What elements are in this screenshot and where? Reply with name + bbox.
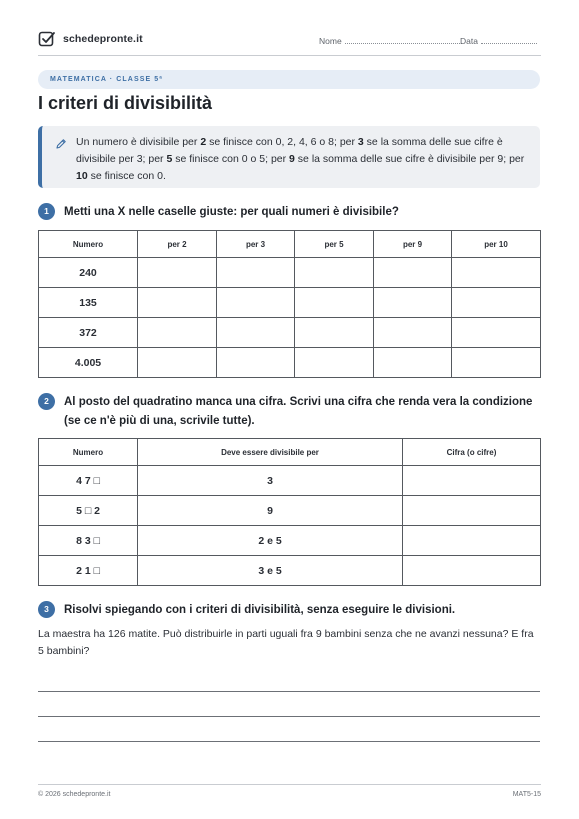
column-header: Numero (39, 231, 138, 258)
answer-cell[interactable] (403, 496, 541, 526)
worksheet-code: MAT5-15 (512, 791, 541, 798)
checkbox-document-icon (38, 30, 56, 48)
table-header-row (39, 439, 541, 466)
answer-cell[interactable] (403, 526, 541, 556)
answer-cell[interactable] (452, 258, 541, 288)
table-row (39, 258, 541, 288)
exercise-1-heading (38, 203, 399, 222)
name-line[interactable] (345, 38, 462, 44)
site-logo (38, 30, 143, 48)
exercise-number-badge: 1 (38, 203, 55, 220)
answer-cell[interactable] (138, 288, 217, 318)
divisibility-table (38, 230, 541, 378)
column-header: per 3 (217, 231, 295, 258)
answer-cell[interactable] (452, 288, 541, 318)
exercise-text: Al posto del quadratino manca una cifra. Scrivi una cifra che renda vera la condizione (se ce n'è più di una, scrivile tutte). (64, 396, 533, 427)
table-row (39, 466, 541, 496)
name-field[interactable] (319, 36, 462, 46)
column-header: per 5 (295, 231, 374, 258)
answer-cell[interactable] (374, 288, 452, 318)
answer-cell[interactable] (217, 258, 295, 288)
table-header-row (39, 231, 541, 258)
name-label: Nome (319, 36, 342, 46)
answer-cell[interactable] (452, 318, 541, 348)
column-header: per 2 (138, 231, 217, 258)
condition-cell: 2 e 5 (138, 526, 403, 556)
table-row (39, 288, 541, 318)
number-cell: 5 □ 2 (39, 496, 138, 526)
date-line[interactable] (481, 38, 537, 44)
answer-cell[interactable] (374, 318, 452, 348)
answer-cell[interactable] (138, 348, 217, 378)
table-row (39, 348, 541, 378)
info-box (38, 126, 540, 188)
answer-cell[interactable] (295, 288, 374, 318)
exercise-number-badge: 2 (38, 393, 55, 410)
exercise-3-heading (38, 601, 455, 620)
table-row (39, 526, 541, 556)
exercise-2-heading (38, 393, 540, 431)
number-cell: 2 1 □ (39, 556, 138, 586)
table-row (39, 496, 541, 526)
date-label: Data (460, 36, 478, 46)
problem-text: La maestra ha 126 matite. Può distribuirle in parti uguali fra 9 bambini senza che ne avanzi nessuna? E fra 5 bambini? (38, 628, 534, 657)
number-cell: 4 7 □ (39, 466, 138, 496)
answer-cell[interactable] (452, 348, 541, 378)
answer-cell[interactable] (217, 288, 295, 318)
answer-cell[interactable] (295, 348, 374, 378)
answer-line[interactable] (38, 741, 540, 742)
answer-line[interactable] (38, 691, 540, 692)
answer-cell[interactable] (295, 318, 374, 348)
subject-badge: MATEMATICA · CLASSE 5ª (38, 70, 540, 89)
column-header: Deve essere divisibile per (138, 439, 403, 466)
page-header (38, 26, 541, 56)
page-title: I criteri di divisibilità (38, 93, 213, 113)
number-cell: 8 3 □ (39, 526, 138, 556)
number-cell: 240 (39, 258, 138, 288)
condition-cell: 3 (138, 466, 403, 496)
column-header: Cifra (o cifre) (403, 439, 541, 466)
date-field[interactable] (460, 36, 537, 46)
site-name: schedepronte.it (63, 33, 143, 45)
page-footer (38, 784, 541, 798)
answer-line[interactable] (38, 716, 540, 717)
condition-cell: 3 e 5 (138, 556, 403, 586)
condition-cell: 9 (138, 496, 403, 526)
table-row (39, 556, 541, 586)
answer-cell[interactable] (374, 348, 452, 378)
answer-cell[interactable] (374, 258, 452, 288)
number-cell: 372 (39, 318, 138, 348)
exercise-text: Risolvi spiegando con i criteri di divisibilità, senza eseguire le divisioni. (64, 604, 456, 616)
column-header: per 9 (374, 231, 452, 258)
copyright-text: © 2026 schedepronte.it (38, 791, 111, 798)
table-row (39, 318, 541, 348)
number-cell: 4.005 (39, 348, 138, 378)
answer-cell[interactable] (217, 348, 295, 378)
column-header: Numero (39, 439, 138, 466)
number-cell: 135 (39, 288, 138, 318)
missing-digit-table (38, 438, 541, 586)
answer-cell[interactable] (403, 466, 541, 496)
answer-cell[interactable] (295, 258, 374, 288)
column-header: per 10 (452, 231, 541, 258)
answer-cell[interactable] (138, 258, 217, 288)
answer-cell[interactable] (138, 318, 217, 348)
exercise-text: Metti una X nelle caselle giuste: per quali numeri è divisibile? (64, 206, 399, 218)
pencil-icon (55, 138, 67, 150)
answer-cell[interactable] (403, 556, 541, 586)
answer-cell[interactable] (217, 318, 295, 348)
info-text: Un numero è divisibile per 2 se finisce con 0, 2, 4, 6 o 8; per 3 se la somma delle sue cifre è divisibile per 3; per 5 se finisce con 0 o 5; per 9 se la somma delle sue cifre è divisibile per 9; per 10 se finisce con 0. (76, 136, 525, 182)
exercise-number-badge: 3 (38, 601, 55, 618)
